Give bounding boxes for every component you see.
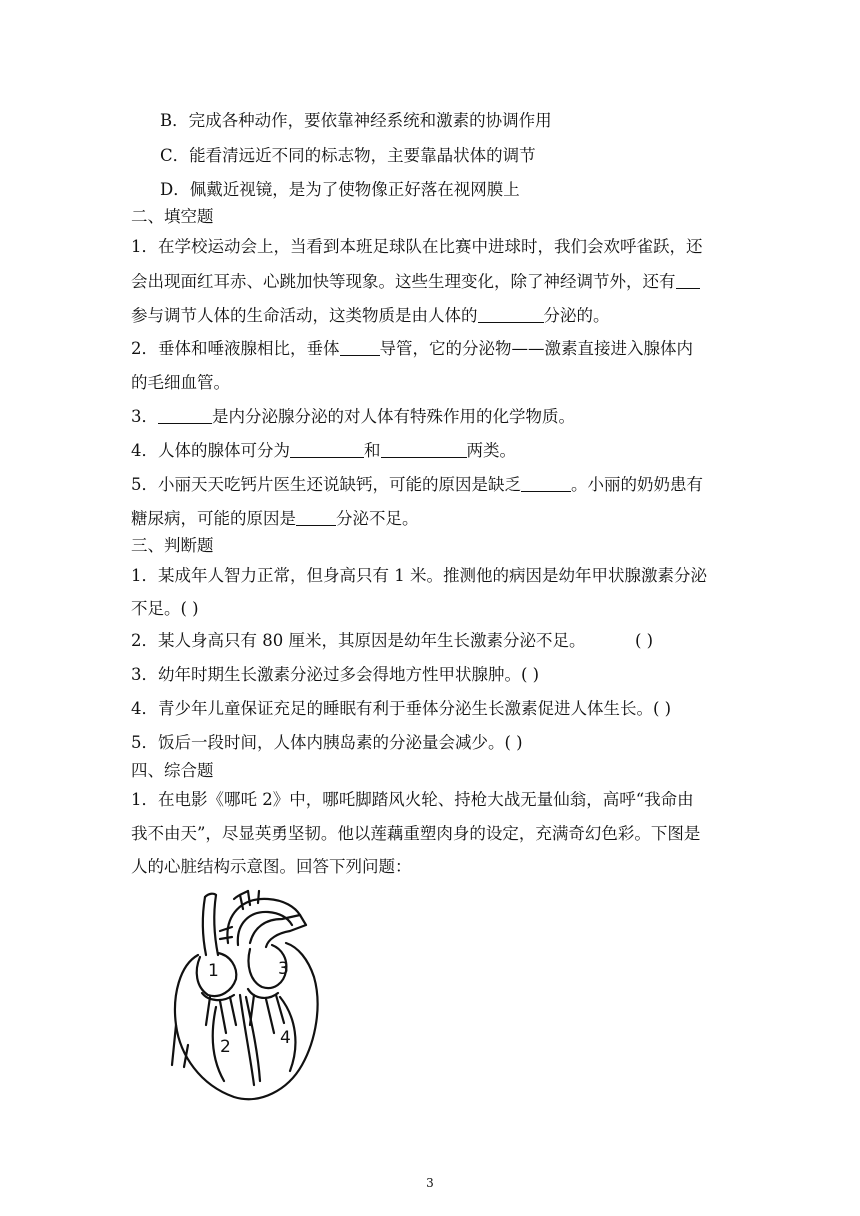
fill-q4-text-b: 和 bbox=[364, 441, 381, 460]
fill-q1-line2 bbox=[131, 271, 700, 293]
heart-label-3: 3 bbox=[278, 959, 289, 979]
section-title-comprehensive: 四、综合题 bbox=[131, 761, 214, 780]
fill-q3-num: 3． bbox=[131, 407, 158, 426]
judge-q2-paren[interactable]: ( ) bbox=[635, 631, 654, 650]
judge-q2 bbox=[131, 630, 654, 652]
fill-q4-text-a: 4．人体的腺体可分为 bbox=[131, 441, 290, 460]
answer-blank[interactable] bbox=[381, 441, 467, 458]
answer-blank[interactable] bbox=[478, 306, 544, 323]
answer-blank[interactable] bbox=[340, 339, 380, 356]
heart-label-1: 1 bbox=[208, 961, 219, 981]
answer-blank[interactable] bbox=[521, 475, 571, 492]
fill-q4 bbox=[131, 440, 516, 462]
heart-structure-diagram bbox=[150, 885, 350, 1110]
fill-q4-text-c: 两类。 bbox=[466, 441, 516, 460]
option-d: D．佩戴近视镜，是为了使物像正好落在视网膜上 bbox=[160, 180, 520, 199]
option-c: C．能看清远近不同的标志物，主要靠晶状体的调节 bbox=[160, 146, 536, 165]
option-b: B．完成各种动作，要依靠神经系统和激素的协调作用 bbox=[160, 111, 552, 130]
judge-q3: 3．幼年时期生长激素分泌过多会得地方性甲状腺肿。( ) bbox=[131, 665, 540, 684]
fill-q5-text-d: 分泌不足。 bbox=[336, 509, 419, 528]
fill-q5-text-c: 糖尿病，可能的原因是 bbox=[131, 509, 296, 528]
fill-q5-line2 bbox=[131, 508, 419, 530]
judge-q5: 5．饭后一段时间，人体内胰岛素的分泌量会减少。( ) bbox=[131, 733, 523, 752]
judge-q4: 4．青少年儿童保证充足的睡眠有利于垂体分泌生长激素促进人体生长。( ) bbox=[131, 699, 672, 718]
comp-q1-line1: 1．在电影《哪吒 2》中，哪吒脚踏风火轮、持枪大战无量仙翁，高呼“我命由 bbox=[131, 790, 694, 809]
fill-q2-text-b: 导管，它的分泌物——激素直接进入腺体内 bbox=[379, 339, 693, 358]
fill-q1-line2-text: 会出现面红耳赤、心跳加快等现象。这些生理变化，除了神经调节外，还有 bbox=[131, 272, 676, 291]
fill-q2-line1 bbox=[131, 338, 693, 360]
answer-blank[interactable] bbox=[676, 272, 700, 289]
fill-q1-line3-text-b: 分泌的。 bbox=[543, 306, 610, 325]
fill-q1-line1: 1．在学校运动会上，当看到本班足球队在比赛中进球时，我们会欢呼雀跃，还 bbox=[131, 237, 703, 256]
fill-q5-text-b: 。小丽的奶奶患有 bbox=[571, 475, 703, 494]
section-title-judgment: 三、判断题 bbox=[131, 536, 214, 555]
fill-q5-line1 bbox=[131, 474, 703, 496]
heart-label-4: 4 bbox=[280, 1028, 291, 1048]
fill-q1-line3-text-a: 参与调节人体的生命活动，这类物质是由人体的 bbox=[131, 306, 478, 325]
fill-q2-line2: 的毛细血管。 bbox=[131, 373, 230, 392]
fill-q2-text-a: 2．垂体和唾液腺相比，垂体 bbox=[131, 339, 340, 358]
answer-blank[interactable] bbox=[296, 509, 336, 526]
comp-q1-line3: 人的心脏结构示意图。回答下列问题： bbox=[131, 857, 412, 876]
judge-q1-line1: 1．某成年人智力正常，但身高只有 1 米。推测他的病因是幼年甲状腺激素分泌 bbox=[131, 566, 707, 585]
judge-q2-text: 2．某人身高只有 80 厘米，其原因是幼年生长激素分泌不足。 bbox=[131, 631, 586, 650]
fill-q3-text: 是内分泌腺分泌的对人体有特殊作用的化学物质。 bbox=[212, 407, 575, 426]
heart-label-2: 2 bbox=[220, 1037, 231, 1057]
judge-q1-line2: 不足。( ) bbox=[131, 599, 199, 618]
page-number: 3 bbox=[426, 1176, 434, 1190]
answer-blank[interactable] bbox=[158, 407, 212, 424]
section-title-fill-in: 二、填空题 bbox=[131, 207, 214, 226]
comp-q1-line2: 我不由天”，尽显英勇坚韧。他以莲藕重塑肉身的设定，充满奇幻色彩。下图是 bbox=[131, 824, 701, 843]
answer-blank[interactable] bbox=[290, 441, 364, 458]
fill-q3 bbox=[131, 406, 575, 428]
fill-q5-text-a: 5．小丽天天吃钙片医生还说缺钙，可能的原因是缺乏 bbox=[131, 475, 521, 494]
fill-q1-line3 bbox=[131, 305, 610, 327]
